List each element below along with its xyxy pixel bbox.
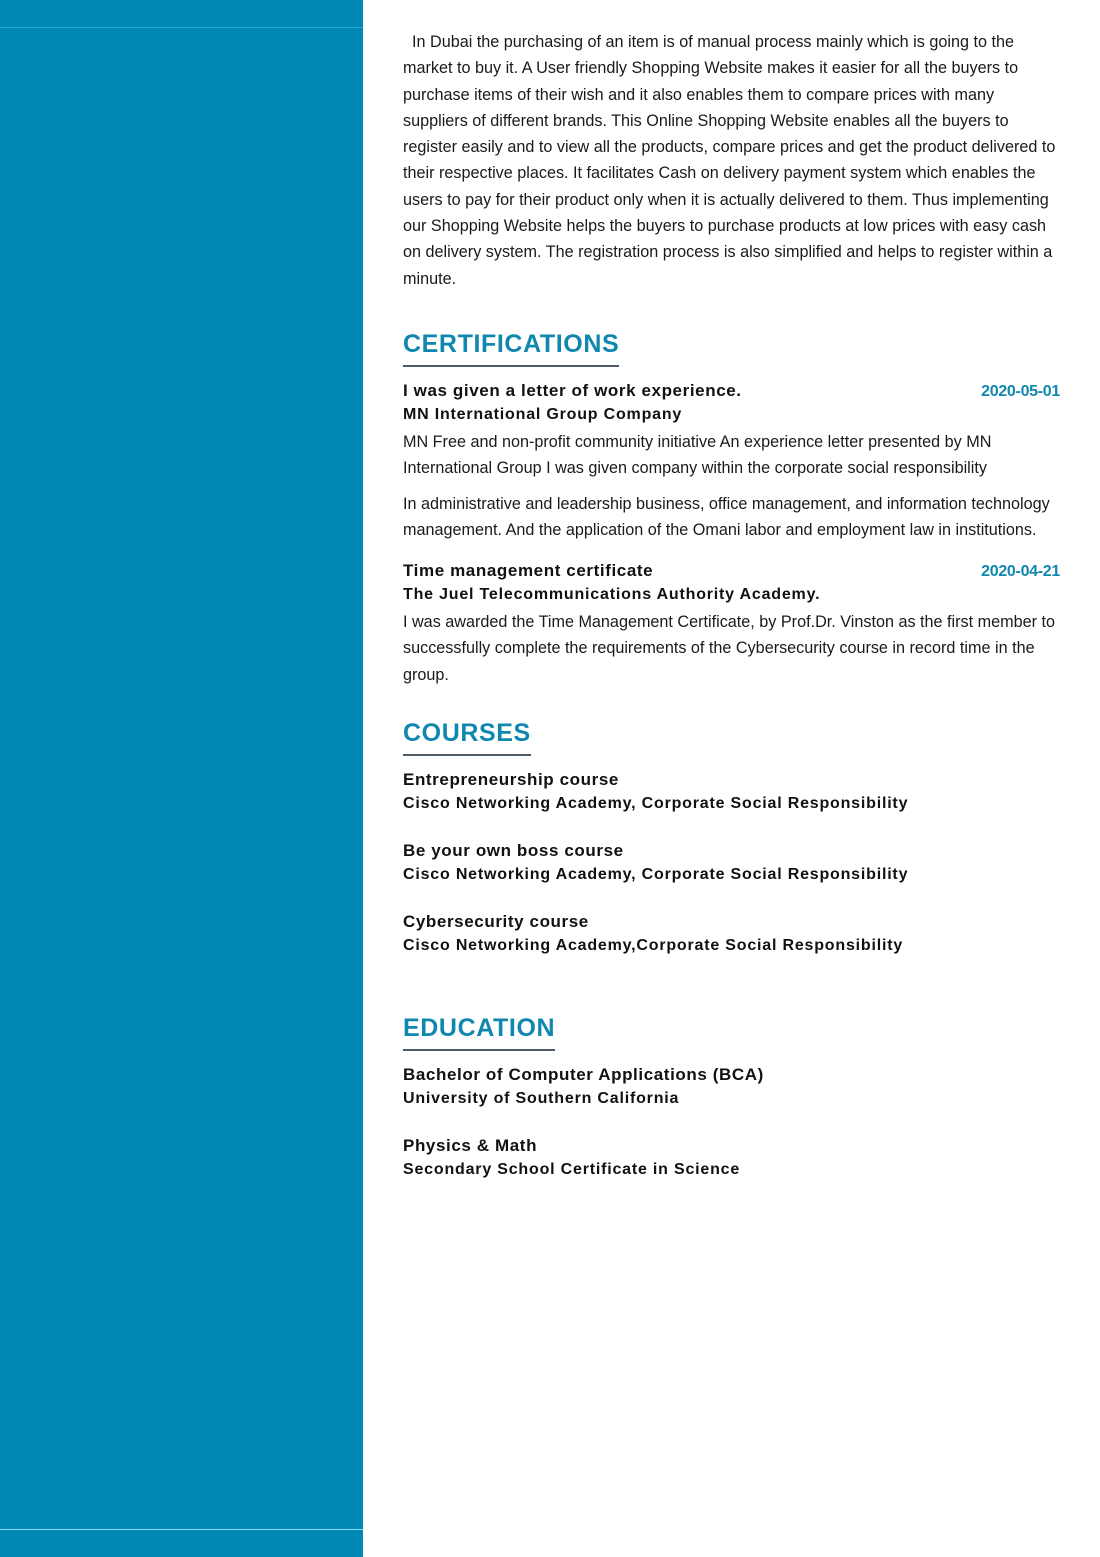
certification-description: I was awarded the Time Management Certificate, by Prof.Dr. Vinston as the first member to successfully complete the requirements of the Cybersecurity course in record time in the group. bbox=[403, 613, 1055, 684]
education-item bbox=[403, 1063, 1060, 1111]
sidebar-divider-top bbox=[0, 27, 363, 28]
certification-issuer: The Juel Telecommunications Authority Academy. bbox=[403, 586, 821, 604]
sidebar-divider-bottom bbox=[0, 1529, 363, 1530]
course-item bbox=[403, 910, 1060, 958]
education-school: Secondary School Certificate in Science bbox=[403, 1161, 741, 1179]
section-title-certifications: CERTIFICATIONS bbox=[403, 329, 619, 367]
course-title: Entrepreneurship course bbox=[403, 770, 619, 790]
education-school: University of Southern California bbox=[403, 1090, 680, 1108]
section-title-courses: COURSES bbox=[403, 718, 531, 756]
sidebar-panel bbox=[0, 0, 363, 1557]
course-item bbox=[403, 839, 1060, 887]
course-organization: Cisco Networking Academy,Corporate Social Responsibility bbox=[403, 937, 904, 955]
education-degree: Physics & Math bbox=[403, 1136, 538, 1156]
certification-date: 2020-04-21 bbox=[981, 563, 1060, 581]
certifications-section bbox=[403, 329, 1060, 688]
certification-item bbox=[403, 379, 1060, 543]
education-section bbox=[403, 1013, 1060, 1182]
course-item bbox=[403, 768, 1060, 816]
course-title: Be your own boss course bbox=[403, 841, 624, 861]
certification-title: I was given a letter of work experience. bbox=[403, 380, 742, 400]
education-degree: Bachelor of Computer Applications (BCA) bbox=[403, 1065, 764, 1085]
certification-description: MN Free and non-profit community initiative An experience letter presented by MN International Group I was given company within the corporate social responsibility bbox=[403, 432, 992, 478]
certification-item bbox=[403, 559, 1060, 688]
certification-issuer: MN International Group Company bbox=[403, 405, 683, 423]
course-organization: Cisco Networking Academy, Corporate Social Responsibility bbox=[403, 795, 909, 813]
courses-section bbox=[403, 718, 1060, 958]
section-title-education: EDUCATION bbox=[403, 1013, 555, 1051]
project-description: In Dubai the purchasing of an item is of manual process mainly which is going to the market to buy it. A User friendly Shopping Website makes it easier for all the buyers to purchase items of their wish and it also enables them to compare prices with many suppliers of different brands. This Online Shopping Website enables all the buyers to register easily and to view all the products, compare prices and get the product delivered to their respective places. It facilitates Cash on delivery payment system which enables the users to pay for their product only when it is actually delivered to them. Thus implementing our Shopping Website helps the buyers to purchase products at low prices with easy cash on delivery system. The registration process is also simplified and helps to register within a minute. bbox=[403, 33, 1056, 288]
main-content bbox=[403, 29, 1060, 1182]
course-organization: Cisco Networking Academy, Corporate Social Responsibility bbox=[403, 866, 909, 884]
course-title: Cybersecurity course bbox=[403, 912, 589, 932]
education-item bbox=[403, 1134, 1060, 1182]
certification-description: In administrative and leadership business, office management, and information technology management. And the application of the Omani labor and employment law in institutions. bbox=[403, 494, 1050, 539]
certification-title: Time management certificate bbox=[403, 561, 654, 581]
certification-date: 2020-05-01 bbox=[981, 382, 1060, 400]
